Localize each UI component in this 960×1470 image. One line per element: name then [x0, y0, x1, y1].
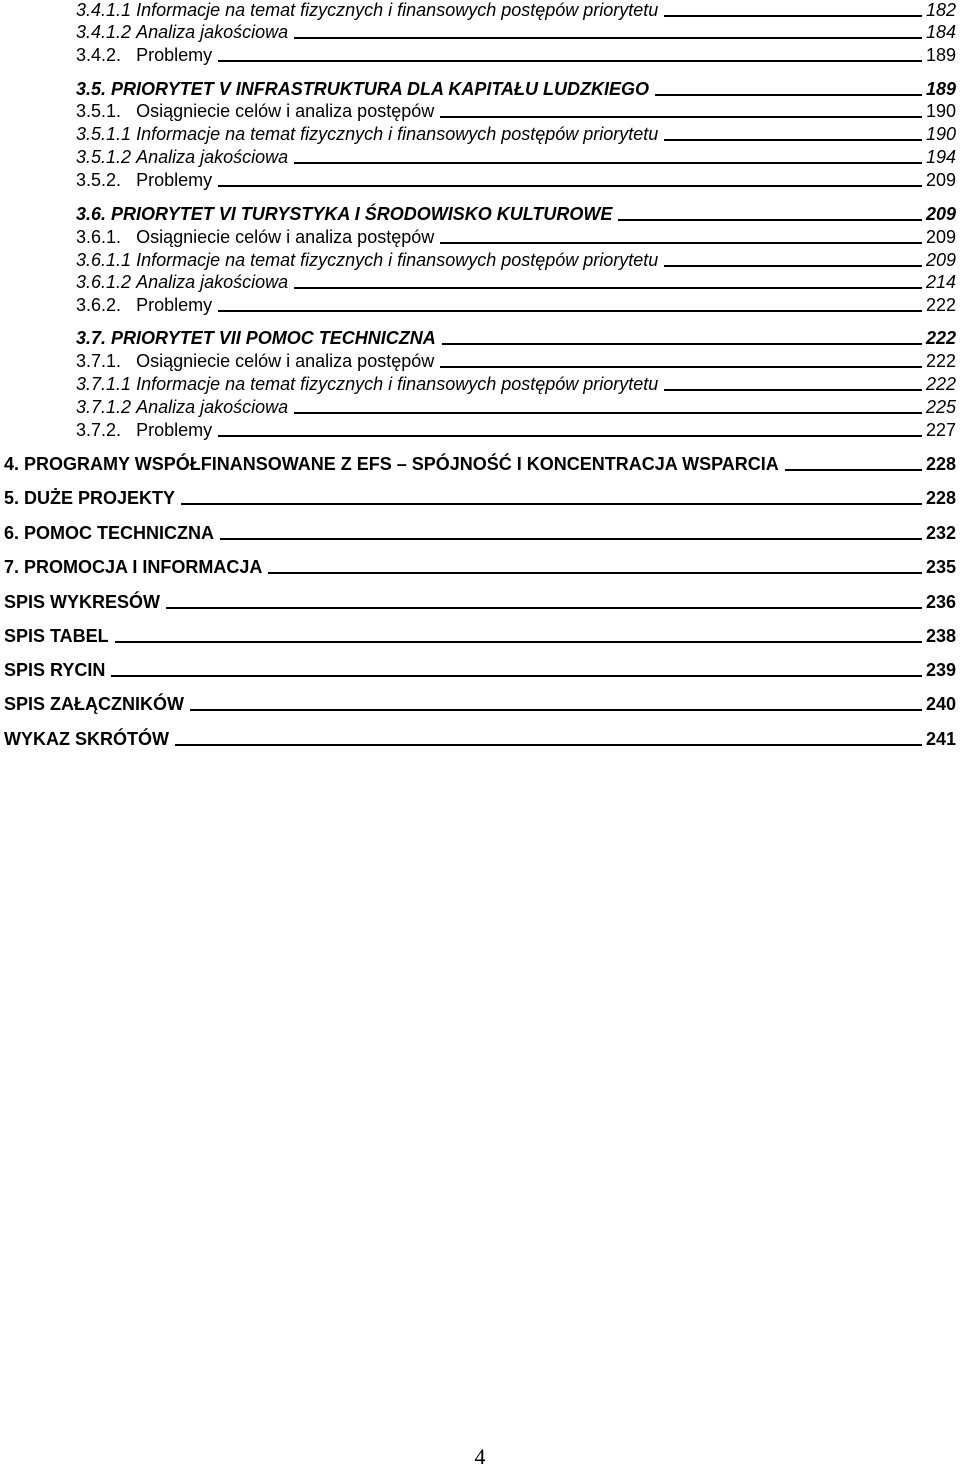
toc-leader	[294, 37, 922, 39]
toc-entry-number: 3.7.1.2	[76, 397, 132, 417]
toc-entry-page: 189	[925, 79, 956, 99]
toc-entry-title: Analiza jakościowa	[136, 397, 289, 417]
toc-entry-number: 3.5.	[76, 79, 107, 99]
toc-entry-page: 194	[925, 147, 956, 167]
toc-entry-title: Informacje na temat fizycznych i finansowych postępów priorytetu	[136, 0, 659, 20]
toc-entry-number: 3.4.1.1	[76, 0, 132, 20]
toc-entry-page: 214	[925, 272, 956, 292]
toc-entry-number: 3.6.2.	[76, 295, 122, 315]
toc-entry-title: Problemy	[136, 170, 213, 190]
toc-entry-title: SPIS TABEL	[4, 626, 109, 646]
toc-entry-number: 3.6.1.1	[76, 250, 132, 270]
toc-leader	[655, 94, 922, 96]
toc-entry[interactable]	[4, 523, 956, 544]
toc-entry-page: 222	[925, 351, 956, 371]
toc-entry[interactable]	[76, 22, 956, 43]
toc-leader	[190, 709, 922, 711]
toc-leader	[442, 343, 922, 345]
toc-entry-title: Osiągniecie celów i analiza postępów	[136, 227, 435, 247]
toc-entry[interactable]	[76, 0, 956, 21]
toc-entry-page: 209	[925, 250, 956, 270]
toc-leader	[785, 469, 922, 471]
toc-entry-page: 225	[925, 397, 956, 417]
toc-entry-title: Analiza jakościowa	[136, 147, 289, 167]
toc-entry[interactable]	[76, 170, 956, 191]
toc-entry-page: 228	[925, 488, 956, 508]
toc-entry-number: 3.5.1.	[76, 101, 122, 121]
toc-entry-page: 232	[925, 523, 956, 543]
toc-entry[interactable]	[4, 694, 956, 715]
toc-entry-page: 222	[925, 328, 956, 348]
toc-entry-title: Analiza jakościowa	[136, 22, 289, 42]
toc-entry-number: 7.	[4, 557, 20, 577]
toc-entry-page: 209	[925, 227, 956, 247]
toc-entry-title: Problemy	[136, 45, 213, 65]
toc-leader	[218, 435, 922, 437]
toc-entry-page: 238	[925, 626, 956, 646]
toc-leader	[440, 366, 922, 368]
toc-leader	[218, 310, 922, 312]
toc-leader	[294, 162, 922, 164]
toc-entry-title: Problemy	[136, 295, 213, 315]
toc-entry-number: 4.	[4, 454, 20, 474]
toc-entry-title: Osiągniecie celów i analiza postępów	[136, 351, 435, 371]
toc-entry[interactable]	[76, 272, 956, 293]
toc-entry[interactable]	[76, 45, 956, 66]
toc-leader	[664, 389, 922, 391]
toc-entry-title: PRIORYTET V INFRASTRUKTURA DLA KAPITAŁU LUDZKIEGO	[111, 79, 650, 99]
toc-entry-page: 190	[925, 101, 956, 121]
toc-entry-title: PROMOCJA I INFORMACJA	[24, 557, 263, 577]
toc-entry[interactable]	[76, 227, 956, 248]
toc-entry-page: 222	[925, 295, 956, 315]
toc-entry-number: 3.5.2.	[76, 170, 122, 190]
toc-entry-title: Problemy	[136, 420, 213, 440]
toc-entry[interactable]	[76, 147, 956, 168]
toc-entry-number: 3.7.	[76, 328, 107, 348]
toc-entry[interactable]	[76, 295, 956, 316]
toc-entry-number: 3.5.1.2	[76, 147, 132, 167]
toc-entry-page: 236	[925, 592, 956, 612]
toc-entry[interactable]	[4, 454, 956, 475]
toc-entry-page: 228	[925, 454, 956, 474]
toc-leader	[440, 242, 922, 244]
toc-entry-title: POMOC TECHNICZNA	[24, 523, 215, 543]
toc-leader	[218, 60, 922, 62]
toc-entry[interactable]	[76, 124, 956, 145]
toc-entry-page: 184	[925, 22, 956, 42]
toc-entry-page: 239	[925, 660, 956, 680]
toc-entry-title: SPIS RYCIN	[4, 660, 106, 680]
toc-entry-number: 3.4.1.2	[76, 22, 132, 42]
toc-entry[interactable]	[4, 660, 956, 681]
toc-entry-title: SPIS ZAŁĄCZNIKÓW	[4, 694, 184, 714]
toc-leader	[181, 503, 922, 505]
toc-entry-page: 235	[925, 557, 956, 577]
toc-entry[interactable]	[76, 101, 956, 122]
toc-leader	[664, 139, 922, 141]
toc-entry-number: 5.	[4, 488, 20, 508]
toc-leader	[166, 607, 922, 609]
toc-entry-page: 222	[925, 374, 956, 394]
toc-entry[interactable]	[76, 397, 956, 418]
toc-leader	[115, 641, 922, 643]
toc-leader	[294, 412, 922, 414]
toc-entry-title: Informacje na temat fizycznych i finansowych postępów priorytetu	[136, 124, 659, 144]
toc-entry[interactable]	[76, 351, 956, 372]
toc-entry-page: 227	[925, 420, 956, 440]
toc-entry[interactable]	[4, 592, 956, 613]
toc-entry-title: DUŻE PROJEKTY	[24, 488, 176, 508]
toc-entry-title: Informacje na temat fizycznych i finansowych postępów priorytetu	[136, 250, 659, 270]
toc-leader	[618, 219, 922, 221]
toc-entry-title: WYKAZ SKRÓTÓW	[4, 729, 169, 749]
toc-leader	[664, 265, 922, 267]
toc-leader	[268, 572, 922, 574]
toc-entry-page: 241	[925, 729, 956, 749]
toc-entry[interactable]	[4, 729, 956, 750]
toc-entry[interactable]	[4, 626, 956, 647]
toc-entry[interactable]	[76, 328, 956, 349]
toc-entry-number: 3.6.1.	[76, 227, 122, 247]
toc-entry-number: 6.	[4, 523, 20, 543]
toc-entry-page: 209	[925, 170, 956, 190]
toc-entry-title: Osiągniecie celów i analiza postępów	[136, 101, 435, 121]
toc-entry-title: Analiza jakościowa	[136, 272, 289, 292]
toc-entry[interactable]	[76, 204, 956, 225]
toc-entry[interactable]	[76, 374, 956, 395]
toc-entry-page: 189	[925, 45, 956, 65]
toc-entry-title: PROGRAMY WSPÓŁFINANSOWANE Z EFS – SPÓJNOŚĆ I KONCENTRACJA WSPARCIA	[24, 454, 779, 474]
page-number: 4	[474, 1444, 486, 1469]
toc-entry-title: PRIORYTET VI TURYSTYKA I ŚRODOWISKO KULTUROWE	[111, 204, 613, 224]
toc-entry[interactable]	[4, 488, 956, 509]
toc-entry-page: 209	[925, 204, 956, 224]
toc-entry[interactable]	[76, 250, 956, 271]
toc-leader	[218, 185, 922, 187]
toc-entry-number: 3.7.1.1	[76, 374, 132, 394]
toc-leader	[220, 538, 922, 540]
toc-entry-title: Informacje na temat fizycznych i finansowych postępów priorytetu	[136, 374, 659, 394]
toc-entry-number: 3.4.2.	[76, 45, 122, 65]
toc-leader	[294, 287, 922, 289]
toc-entry-number: 3.7.1.	[76, 351, 122, 371]
toc-entry-title: PRIORYTET VII POMOC TECHNICZNA	[111, 328, 436, 348]
toc-entry-number: 3.6.1.2	[76, 272, 132, 292]
toc-leader	[440, 116, 922, 118]
toc-entry-page: 190	[925, 124, 956, 144]
toc-entry-number: 3.6.	[76, 204, 107, 224]
toc-leader	[175, 744, 922, 746]
toc-entry-page: 182	[925, 0, 956, 20]
toc-entry[interactable]	[76, 79, 956, 100]
toc-entry[interactable]	[4, 557, 956, 578]
toc-entry-page: 240	[925, 694, 956, 714]
toc-entry[interactable]	[76, 420, 956, 441]
toc-entry-number: 3.5.1.1	[76, 124, 132, 144]
toc-entry-title: SPIS WYKRESÓW	[4, 592, 161, 612]
toc-leader	[664, 15, 922, 17]
toc-leader	[111, 675, 922, 677]
toc-entry-number: 3.7.2.	[76, 420, 122, 440]
